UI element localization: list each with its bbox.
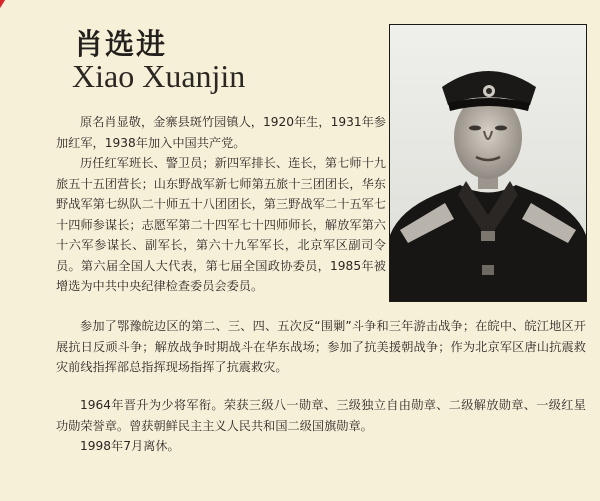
corner-decoration — [0, 0, 34, 70]
portrait-photo — [389, 24, 587, 302]
page-title: 肖选进 — [74, 27, 168, 61]
paragraph-origin: 原名肖显敬，金寨县斑竹园镇人，1920年生，1931年参加红军，1938年加入中国共产党。 — [56, 115, 386, 150]
red-stripe — [0, 0, 11, 70]
yellow-stripe — [0, 0, 14, 70]
paragraph-honors: 1964年晋升为少将军衔。荣获三级八一勋章、三级独立自由勋章、二级解放勋章、一级红星功勋荣誉章。曾获朝鲜民主主义人民共和国二级国旗勋章。 — [56, 398, 586, 433]
paragraph-career: 历任红军班长、警卫员；新四军排长、连长，第七师十九旅五十五团营长；山东野战军新七师第五旅十三团团长，华东野战军第七纵队二十师五十八团团长，第三野战军二十五军七十四师参谋长；志愿军第二十四军七十四师师长，解放军第六十六军参谋长、副军长，第六十九军军长，北京军区副司令员。第六届全国人大代表，第七届全国政协委员，1985年被增选为中共中央纪律检查委员会委员。 — [56, 156, 386, 293]
paragraph-retirement: 1998年7月离休。 — [80, 439, 180, 453]
page-subtitle: Xiao Xuanjin — [72, 58, 246, 94]
paragraph-battles: 参加了鄂豫皖边区的第二、三、四、五次反“围剿”斗争和三年游击战争；在皖中、皖江地区开展抗日反顽斗争；解放战争时期战斗在华东战场；参加了抗美援朝战争；作为北京军区唐山抗震救灾前线指挥部总指挥现场指挥了抗震救灾。 — [56, 319, 586, 374]
